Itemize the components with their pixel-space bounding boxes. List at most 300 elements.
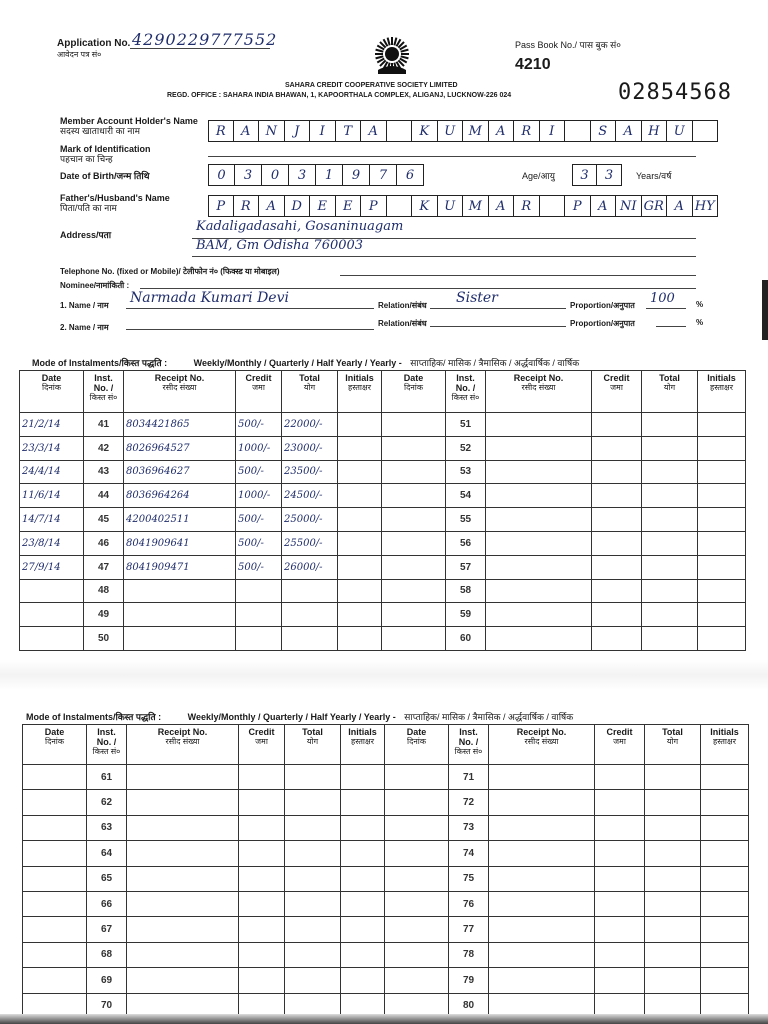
date-cell (382, 436, 446, 460)
char-box: H (642, 120, 668, 142)
char-box: 3 (289, 164, 316, 186)
credit-cell (236, 603, 282, 627)
char-box: 0 (208, 164, 235, 186)
inst-no-cell: 75 (449, 866, 489, 891)
initials-cell (701, 841, 749, 866)
table-row (20, 413, 746, 437)
inst-no-cell: 59 (446, 603, 486, 627)
date-cell (385, 866, 449, 891)
inst-no-cell: 73 (449, 815, 489, 840)
nominee-1-proportion-label: Proportion/अनुपात (570, 301, 635, 310)
inst-no-cell: 70 (87, 993, 127, 1018)
receipt-cell (489, 765, 595, 790)
char-box: NI (616, 195, 642, 217)
col-date: Date दिनांक (23, 725, 87, 765)
table-row (23, 942, 749, 967)
char-box: A (361, 120, 387, 142)
nominee-1-percent: % (696, 300, 704, 309)
char-box: 3 (235, 164, 262, 186)
col-credit: Credit जमा (595, 725, 645, 765)
col-initials: Initials हस्ताक्षर (341, 725, 385, 765)
table-row (23, 917, 749, 942)
receipt-cell (127, 942, 239, 967)
receipt-cell (489, 891, 595, 916)
char-box: T (336, 120, 362, 142)
char-box: R (234, 195, 260, 217)
age-label: Age/आयु (522, 171, 555, 181)
receipt-cell (486, 413, 592, 437)
total-cell (642, 436, 698, 460)
application-label: Application No. आवेदन पत्र सं० (57, 38, 131, 59)
char-box: P (361, 195, 387, 217)
col-receipt: Receipt No. रसीद संख्या (486, 371, 592, 413)
inst-no-cell: 50 (84, 627, 124, 651)
inst-no-cell: 79 (449, 968, 489, 993)
credit-cell (239, 942, 285, 967)
address-line-1: Kadaligadasahi, Gosaninuagam (196, 219, 404, 234)
inst-no-cell: 54 (446, 484, 486, 508)
total-cell (645, 765, 701, 790)
credit-cell (592, 579, 642, 603)
inst-no-cell: 72 (449, 790, 489, 815)
inst-no-cell: 71 (449, 765, 489, 790)
char-box (565, 120, 591, 142)
char-box: M (463, 195, 489, 217)
date-cell (23, 841, 87, 866)
date-cell (382, 555, 446, 579)
credit-cell (595, 942, 645, 967)
date-cell (385, 891, 449, 916)
receipt-cell (486, 579, 592, 603)
credit-cell: 500/- (236, 531, 282, 555)
total-cell (285, 841, 341, 866)
table-row (23, 866, 749, 891)
credit-cell (592, 603, 642, 627)
date-cell (23, 968, 87, 993)
char-box: A (234, 120, 260, 142)
receipt-cell (124, 579, 236, 603)
char-box: P (565, 195, 591, 217)
inst-no-cell: 66 (87, 891, 127, 916)
char-box: R (514, 195, 540, 217)
char-box: A (616, 120, 642, 142)
total-cell (642, 603, 698, 627)
credit-cell (592, 460, 642, 484)
col-receipt: Receipt No. रसीद संख्या (489, 725, 595, 765)
initials-cell (701, 790, 749, 815)
credit-cell (595, 841, 645, 866)
date-cell (382, 603, 446, 627)
total-cell (282, 579, 338, 603)
receipt-cell (489, 790, 595, 815)
inst-no-cell: 44 (84, 484, 124, 508)
col-credit: Credit जमा (236, 371, 282, 413)
inst-no-cell: 60 (446, 627, 486, 651)
member-name-boxes (208, 120, 718, 142)
table-row (20, 484, 746, 508)
col-total: Total योग (645, 725, 701, 765)
inst-no-cell: 69 (87, 968, 127, 993)
inst-no-cell: 42 (84, 436, 124, 460)
char-box: A (591, 195, 617, 217)
initials-cell (338, 531, 382, 555)
table-row (20, 603, 746, 627)
table-row (23, 765, 749, 790)
char-box: GR (642, 195, 668, 217)
receipt-cell (489, 917, 595, 942)
inst-no-cell: 53 (446, 460, 486, 484)
credit-cell (236, 627, 282, 651)
date-cell (385, 942, 449, 967)
total-cell (285, 891, 341, 916)
receipt-cell (489, 815, 595, 840)
char-box: HY (693, 195, 719, 217)
years-label: Years/वर्ष (636, 171, 672, 181)
char-box: I (310, 120, 336, 142)
receipt-cell (489, 942, 595, 967)
table-row (20, 460, 746, 484)
char-box: N (259, 120, 285, 142)
sahara-logo-icon (368, 32, 416, 78)
instalment-ledger-1 (19, 370, 746, 651)
total-cell (642, 531, 698, 555)
date-cell (385, 917, 449, 942)
nominee-1-name: Narmada Kumari Devi (130, 290, 289, 306)
receipt-cell (127, 765, 239, 790)
char-box: E (336, 195, 362, 217)
char-box: U (667, 120, 693, 142)
initials-cell (701, 866, 749, 891)
total-cell (285, 765, 341, 790)
date-cell: 23/3/14 (20, 436, 84, 460)
mode-line-2: Mode of Instalments/किस्त पद्धति : Weekly/Monthly / Quarterly / Half Yearly / Yearly - साप्ताहिक/ मासिक / त्रैमासिक / अर्द्धवार्षिक / वार्षिक (26, 712, 574, 722)
date-cell (23, 765, 87, 790)
instalment-ledger-2 (22, 724, 749, 1019)
char-box (387, 195, 413, 217)
total-cell (282, 627, 338, 651)
inst-no-cell: 56 (446, 531, 486, 555)
address-line-2: BAM, Gm Odisha 760003 (196, 238, 364, 253)
nominee-1-proportion: 100 (650, 291, 675, 306)
date-cell: 27/9/14 (20, 555, 84, 579)
credit-cell: 1000/- (236, 436, 282, 460)
serial-number: 02854568 (618, 80, 732, 105)
member-name-label: Member Account Holder's Name सदस्य खाताधारी का नाम (60, 116, 198, 136)
initials-cell (698, 436, 746, 460)
col-initials: Initials हस्ताक्षर (338, 371, 382, 413)
table-row (23, 790, 749, 815)
char-box: D (285, 195, 311, 217)
table-row (23, 815, 749, 840)
initials-cell (341, 841, 385, 866)
credit-cell: 1000/- (236, 484, 282, 508)
initials-cell (698, 508, 746, 532)
date-cell (23, 942, 87, 967)
receipt-cell (486, 603, 592, 627)
receipt-cell (127, 891, 239, 916)
total-cell (285, 917, 341, 942)
inst-no-cell: 58 (446, 579, 486, 603)
total-cell: 25500/- (282, 531, 338, 555)
date-cell: 24/4/14 (20, 460, 84, 484)
char-box: U (438, 195, 464, 217)
inst-no-cell: 67 (87, 917, 127, 942)
inst-no-cell: 76 (449, 891, 489, 916)
nominee-2-label: 2. Name / नाम (60, 323, 109, 332)
table-row (20, 436, 746, 460)
total-cell (282, 603, 338, 627)
receipt-cell (127, 841, 239, 866)
initials-cell (338, 627, 382, 651)
date-cell (385, 790, 449, 815)
col-date: Date दिनांक (385, 725, 449, 765)
passbook-number: 4210 (515, 56, 551, 73)
total-cell (645, 942, 701, 967)
initials-cell (341, 942, 385, 967)
col-inst: Inst. No. / किस्त सं० (84, 371, 124, 413)
date-cell: 23/8/14 (20, 531, 84, 555)
initials-cell (701, 917, 749, 942)
nominee-1-relation: Sister (456, 290, 498, 306)
char-box: A (259, 195, 285, 217)
receipt-cell (124, 603, 236, 627)
initials-cell (341, 790, 385, 815)
inst-no-cell: 47 (84, 555, 124, 579)
col-inst: Inst. No. / किस्त सं० (87, 725, 127, 765)
date-cell (382, 579, 446, 603)
table-row (23, 968, 749, 993)
initials-cell (341, 891, 385, 916)
char-box: 7 (370, 164, 397, 186)
nominee-2-proportion-label: Proportion/अनुपात (570, 319, 635, 328)
char-box: S (591, 120, 617, 142)
receipt-cell (124, 627, 236, 651)
initials-cell (698, 531, 746, 555)
char-box: 9 (343, 164, 370, 186)
telephone-label: Telephone No. (fixed or Mobile)/ टेलीफोन नं० (फिक्स्ड या मोबाइल) (60, 267, 280, 276)
initials-cell (338, 508, 382, 532)
char-box: E (310, 195, 336, 217)
total-cell (642, 579, 698, 603)
initials-cell (341, 765, 385, 790)
credit-cell (595, 815, 645, 840)
inst-no-cell: 65 (87, 866, 127, 891)
credit-cell (592, 555, 642, 579)
credit-cell (595, 765, 645, 790)
receipt-cell (486, 627, 592, 651)
receipt-cell (127, 917, 239, 942)
initials-cell (701, 942, 749, 967)
char-box (693, 120, 719, 142)
initials-cell (338, 413, 382, 437)
initials-cell (338, 579, 382, 603)
inst-no-cell: 43 (84, 460, 124, 484)
nominee-2-percent: % (696, 318, 704, 327)
receipt-cell (489, 866, 595, 891)
char-box: 3 (572, 164, 597, 186)
total-cell: 23000/- (282, 436, 338, 460)
father-name-label: Father's/Husband's Name पिता/पति का नाम (60, 193, 170, 213)
char-box: K (412, 120, 438, 142)
total-cell (645, 790, 701, 815)
initials-cell (698, 413, 746, 437)
initials-cell (701, 765, 749, 790)
initials-cell (698, 627, 746, 651)
char-box: R (514, 120, 540, 142)
col-initials: Initials हस्ताक्षर (701, 725, 749, 765)
inst-no-cell: 49 (84, 603, 124, 627)
date-cell (20, 579, 84, 603)
nominee-2-relation-label: Relation/संबंध (378, 319, 427, 328)
initials-cell (338, 555, 382, 579)
inst-no-cell: 41 (84, 413, 124, 437)
mode-line-1: Mode of Instalments/किस्त पद्धति : Weekly/Monthly / Quarterly / Half Yearly / Yearly - साप्ताहिक/ मासिक / त्रैमासिक / अर्द्धवार्षिक / वार्षिक (32, 358, 580, 368)
credit-cell (592, 436, 642, 460)
receipt-cell: 8041909471 (124, 555, 236, 579)
date-cell (23, 866, 87, 891)
table-row (23, 841, 749, 866)
initials-cell (701, 891, 749, 916)
nominee-1-relation-label: Relation/संबंध (378, 301, 427, 310)
total-cell (642, 484, 698, 508)
society-name: SAHARA CREDIT COOPERATIVE SOCIETY LIMITED (285, 82, 458, 89)
char-box: A (489, 195, 515, 217)
date-cell: 21/2/14 (20, 413, 84, 437)
total-cell (642, 508, 698, 532)
char-box: 0 (262, 164, 289, 186)
credit-cell: 500/- (236, 508, 282, 532)
father-name-boxes (208, 195, 718, 217)
initials-cell (341, 917, 385, 942)
inst-no-cell: 51 (446, 413, 486, 437)
initials-cell (338, 460, 382, 484)
col-inst: Inst. No. / किस्त सं० (446, 371, 486, 413)
receipt-cell: 4200402511 (124, 508, 236, 532)
col-inst: Inst. No. / किस्त सं० (449, 725, 489, 765)
receipt-cell: 8041909641 (124, 531, 236, 555)
inst-no-cell: 57 (446, 555, 486, 579)
inst-no-cell: 61 (87, 765, 127, 790)
credit-cell (592, 508, 642, 532)
char-box: A (489, 120, 515, 142)
date-cell (385, 841, 449, 866)
nominee-1-label: 1. Name / नाम (60, 301, 109, 310)
date-cell (23, 917, 87, 942)
col-date: Date दिनांक (382, 371, 446, 413)
table-row (23, 891, 749, 916)
inst-no-cell: 63 (87, 815, 127, 840)
date-cell (20, 627, 84, 651)
dob-label: Date of Birth/जन्म तिथि (60, 171, 150, 181)
col-credit: Credit जमा (592, 371, 642, 413)
identification-mark-label: Mark of Identification पहचान का चिन्ह (60, 144, 151, 164)
credit-cell (239, 968, 285, 993)
total-cell (285, 815, 341, 840)
total-cell: 25000/- (282, 508, 338, 532)
application-label-hindi: आवेदन पत्र सं० (57, 50, 102, 59)
total-cell (645, 815, 701, 840)
col-receipt: Receipt No. रसीद संख्या (124, 371, 236, 413)
date-cell (385, 968, 449, 993)
char-box: M (463, 120, 489, 142)
char-box: A (667, 195, 693, 217)
credit-cell (239, 891, 285, 916)
receipt-cell (486, 484, 592, 508)
char-box: 6 (397, 164, 424, 186)
total-cell: 22000/- (282, 413, 338, 437)
total-cell: 23500/- (282, 460, 338, 484)
initials-cell (338, 436, 382, 460)
char-box: P (208, 195, 234, 217)
receipt-cell (489, 968, 595, 993)
inst-no-cell: 62 (87, 790, 127, 815)
date-cell (23, 891, 87, 916)
registered-office: REGD. OFFICE : SAHARA INDIA BHAWAN, 1, KAPOORTHALA COMPLEX, ALIGANJ, LUCKNOW-226 024 (167, 92, 512, 99)
credit-cell (595, 866, 645, 891)
char-box (387, 120, 413, 142)
inst-no-cell: 68 (87, 942, 127, 967)
char-box: K (412, 195, 438, 217)
col-total: Total योग (285, 725, 341, 765)
total-cell (645, 841, 701, 866)
application-number: 4290229777552 (132, 30, 278, 49)
nominee-label: Nominee/नामांकिती : (60, 281, 130, 290)
table-row (20, 579, 746, 603)
inst-no-cell: 74 (449, 841, 489, 866)
credit-cell (239, 866, 285, 891)
date-cell (382, 627, 446, 651)
receipt-cell (486, 508, 592, 532)
credit-cell (595, 790, 645, 815)
receipt-cell (127, 866, 239, 891)
credit-cell (592, 531, 642, 555)
initials-cell (701, 815, 749, 840)
receipt-cell (127, 815, 239, 840)
receipt-cell (486, 555, 592, 579)
total-cell (285, 866, 341, 891)
receipt-cell: 8034421865 (124, 413, 236, 437)
total-cell (642, 413, 698, 437)
date-cell (382, 531, 446, 555)
date-cell: 14/7/14 (20, 508, 84, 532)
initials-cell (698, 603, 746, 627)
total-cell (285, 968, 341, 993)
credit-cell (595, 917, 645, 942)
initials-cell (341, 815, 385, 840)
inst-no-cell: 64 (87, 841, 127, 866)
total-cell (645, 968, 701, 993)
credit-cell (592, 484, 642, 508)
char-box: 3 (597, 164, 622, 186)
credit-cell (595, 891, 645, 916)
char-box (540, 195, 566, 217)
total-cell (285, 790, 341, 815)
initials-cell (701, 968, 749, 993)
col-initials: Initials हस्ताक्षर (698, 371, 746, 413)
inst-no-cell: 77 (449, 917, 489, 942)
table-row (20, 531, 746, 555)
receipt-cell (486, 531, 592, 555)
date-cell (20, 603, 84, 627)
total-cell: 24500/- (282, 484, 338, 508)
total-cell (285, 942, 341, 967)
inst-no-cell: 80 (449, 993, 489, 1018)
total-cell (642, 555, 698, 579)
credit-cell (236, 579, 282, 603)
char-box: I (540, 120, 566, 142)
credit-cell (239, 815, 285, 840)
date-cell (385, 765, 449, 790)
